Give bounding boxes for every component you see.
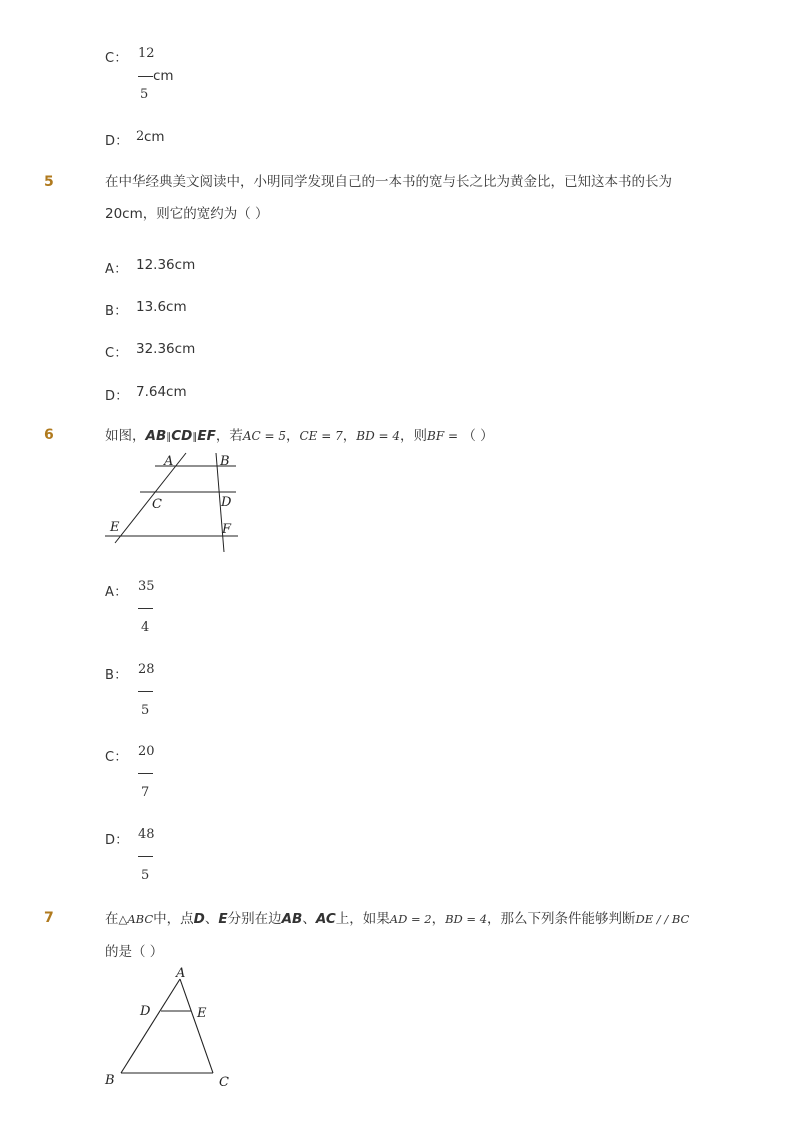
label-b: B [220,454,230,469]
label-a: A [164,454,174,469]
option-label: A： [105,585,128,600]
segment-ab: AB [281,911,303,927]
transversal-ae [115,453,186,543]
text-segment: 如图， [105,428,146,444]
text-segment: 上，如果 [335,911,390,927]
math-bd: BD = 4 [356,429,401,443]
question-number: 6 [44,427,54,443]
fraction-bar [138,856,153,857]
parallel-lines-figure [100,450,245,555]
math-ad: AD = 2 [389,912,432,926]
label-c: C [152,497,162,512]
segment-ac: AC [315,911,336,927]
parallel-symbol: ∥ [166,432,172,443]
option-text: 12.36cm [136,257,196,273]
option-label: C： [105,750,128,765]
option-label: C： [105,51,128,66]
label-d: D [221,495,232,510]
text-segment: ，那么下列条件能够判断 [487,911,636,927]
question-text-line2: 的是（ ） [105,944,164,960]
fraction-denominator: 5 [141,703,150,718]
text-segment: ，若 [215,428,243,444]
fraction-bar [138,691,153,692]
math-triangle-abc: △ABC [118,912,154,926]
side-ac [180,979,213,1073]
fraction-bar [138,773,153,774]
text-segment: ，则 [400,428,428,444]
unit-text: cm [144,129,165,145]
math-ce: CE = 7 [299,429,343,443]
math-bf: BF = [427,429,459,443]
label-b: B [105,1073,115,1088]
option-label: D： [105,134,129,149]
fraction-denominator: 7 [141,785,150,800]
option-number: 2 [136,129,145,144]
text-segment: 、 [204,911,219,927]
text-segment: 在 [105,911,119,927]
question-text [105,427,494,447]
answer-blank: （ ） [462,428,494,444]
parallel-symbol: ∥ [192,432,198,443]
point-e: E [218,911,228,927]
math-ac: AC = 5 [242,429,286,443]
segment-cd: CD [171,428,193,444]
unit-text: cm [153,68,174,84]
fraction-numerator: 12 [138,46,155,61]
label-a: A [176,966,186,981]
option-text: 13.6cm [136,299,187,315]
label-f: F [222,522,232,537]
option-label: D： [105,389,129,404]
text-segment: 中，点 [153,911,194,927]
question-text-line1: 在中华经典美文阅读中，小明同学发现自己的一本书的宽与长之比为黄金比，已知这本书的长为 [105,174,672,190]
fraction-denominator: 5 [141,868,150,883]
option-label: D： [105,833,129,848]
segment-ab: AB [145,428,167,444]
fraction-denominator: 4 [141,620,150,635]
label-d: D [140,1004,151,1019]
fraction-numerator: 35 [138,579,155,594]
label-e: E [110,520,120,535]
fraction-numerator: 28 [138,662,155,677]
text-segment: 分别在边 [227,911,282,927]
math-de-parallel-bc: DE / / BC [635,912,690,926]
label-c: C [219,1075,229,1090]
side-ab [121,979,180,1073]
option-label: C： [105,346,128,361]
option-label: B： [105,668,128,683]
fraction-numerator: 48 [138,827,155,842]
question-number: 5 [44,174,54,190]
option-text: 32.36cm [136,341,196,357]
fraction-denominator: 5 [140,87,149,102]
option-text: 7.64cm [136,384,187,400]
triangle-figure [100,962,245,1094]
option-label: B： [105,304,128,319]
fraction-bar [138,76,153,77]
segment-ef: EF [197,428,216,444]
point-d: D [193,911,205,927]
text-segment: ， [286,428,300,444]
option-label: A： [105,262,128,277]
question-text-line1 [105,910,689,928]
label-e: E [197,1006,207,1021]
fraction-bar [138,608,153,609]
fraction-numerator: 20 [138,744,155,759]
text-segment: ， [342,428,357,444]
math-bd: BD = 4 [445,912,488,926]
text-segment: 、 [302,911,316,927]
text-segment: ， [431,911,446,927]
question-text-line2: 20cm，则它的宽约为（ ） [105,206,269,222]
question-number: 7 [44,910,54,926]
